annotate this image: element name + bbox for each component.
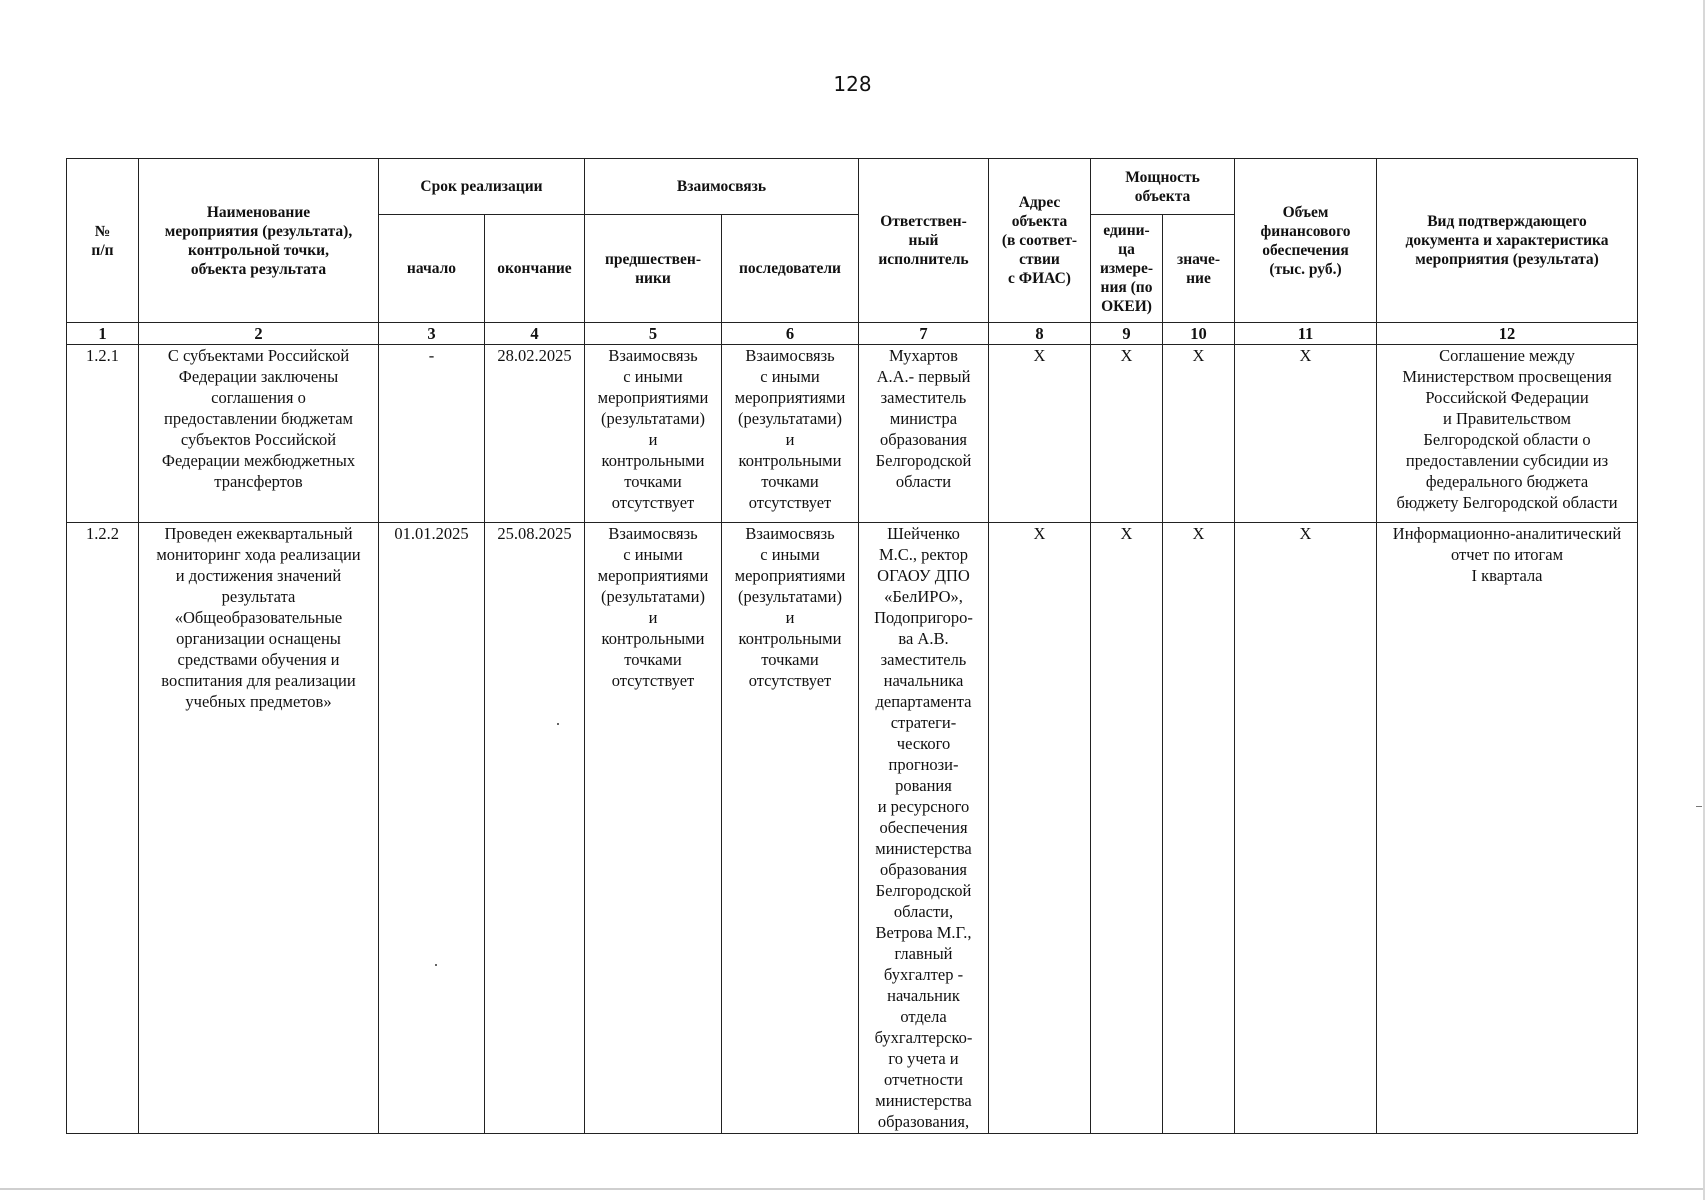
text-line: Информационно-аналитический [1392, 524, 1622, 543]
text-line: соглашения о [211, 388, 306, 407]
row-finance: X [1235, 523, 1377, 1134]
activities-table [66, 158, 1638, 1134]
text-line: Проведен ежеквартальный [164, 524, 353, 543]
text-line: Взаимосвязь [608, 346, 698, 365]
text-line: и ресурсного [877, 797, 970, 816]
column-number: 12 [1377, 323, 1638, 345]
text-line: значе- [1176, 250, 1221, 268]
text-line: результата [221, 587, 296, 606]
scan-mark [1696, 806, 1702, 807]
row-address: X [989, 345, 1091, 523]
text-line: С субъектами Российской [167, 346, 350, 365]
text-line: предшествен- [604, 250, 702, 268]
text-line: обеспечения [1262, 241, 1349, 259]
row-unit: X [1091, 523, 1163, 1134]
text-line: бухгалтерско- [874, 1028, 973, 1047]
text-line: и [785, 608, 795, 627]
text-line: финансового [1260, 222, 1351, 240]
text-line: ствии [1019, 251, 1060, 268]
column-numbers-row [67, 323, 1638, 345]
text-line: Белгородской [875, 451, 972, 470]
row-successors [722, 523, 859, 1134]
text-line: Соглашение между [1439, 346, 1575, 365]
text-line: Белгородской области о [1423, 430, 1591, 449]
text-line: М.С., ректор [878, 545, 969, 564]
text-line: ОКЕИ) [1101, 298, 1152, 315]
text-line: субъектов Российской [180, 430, 337, 449]
text-line: ный [908, 232, 939, 249]
text-line: министерства [875, 1091, 972, 1110]
column-number: 5 [585, 323, 722, 345]
text-line: объекта результата [190, 260, 327, 278]
text-line: министра [889, 409, 958, 428]
text-line: и Правительством [1443, 409, 1571, 428]
text-line: мероприятиями [597, 566, 709, 585]
text-line: Объем [1282, 203, 1329, 221]
text-line: с иными [760, 367, 820, 386]
text-line: го учета и [888, 1049, 959, 1068]
text-line: (результатами) [601, 409, 705, 428]
text-line: федерального бюджета [1425, 472, 1589, 491]
text-line: А.А.- первый [876, 367, 971, 386]
text-line: контрольными [738, 451, 842, 470]
text-line: главный [894, 944, 953, 963]
text-line: министерства [875, 839, 972, 858]
text-line: учебных предметов» [185, 692, 332, 711]
text-line: предоставлении бюджетам [163, 409, 353, 428]
header-finance [1235, 159, 1377, 323]
row-successors [722, 345, 859, 523]
text-line: Взаимосвязь [608, 524, 698, 543]
text-line: ческого [896, 734, 951, 753]
text-line: средствами обучения и [177, 650, 340, 669]
text-line: Взаимосвязь [745, 346, 835, 365]
text-line: отсутствует [611, 493, 695, 512]
header-name [139, 159, 379, 323]
row-end: 28.02.2025 [485, 345, 585, 523]
header-address [989, 159, 1091, 323]
text-line: «Общеобразовательные [174, 608, 343, 627]
row-num: 1.2.1 [67, 345, 139, 523]
header-value [1163, 215, 1235, 323]
text-line: (результатами) [601, 587, 705, 606]
text-line: бюджету Белгородской области [1396, 493, 1618, 512]
text-line: Ветрова М.Г., [875, 923, 972, 942]
row-start: - [379, 345, 485, 523]
header-end: окончание [485, 215, 585, 323]
column-number: 8 [989, 323, 1091, 345]
text-line: и [785, 430, 795, 449]
text-line: воспитания для реализации [161, 671, 356, 690]
text-line: прогнози- [888, 755, 959, 774]
row-predecessors [585, 523, 722, 1134]
text-line: Вид подтверждающего [1427, 213, 1587, 230]
text-line: «БелИРО», [884, 587, 963, 606]
text-line: начальника [883, 671, 964, 690]
text-line: отчетности [884, 1070, 963, 1089]
text-line: рования [895, 776, 952, 795]
text-line: точками [761, 650, 819, 669]
page-number: 128 [833, 72, 872, 96]
text-line: отсутствует [748, 671, 832, 690]
text-line: с ФИАС) [1008, 270, 1071, 287]
text-line: Ответствен- [880, 213, 967, 230]
text-line: и достижения значений [175, 566, 342, 585]
text-line: Федерации межбюджетных [161, 451, 356, 470]
row-responsible [859, 523, 989, 1134]
header-row-1 [67, 159, 1638, 215]
text-line: и [648, 608, 658, 627]
text-line: (результатами) [738, 587, 842, 606]
table-row [67, 523, 1638, 1134]
header-term: Срок реализации [379, 159, 585, 215]
header-successors: последователи [722, 215, 859, 323]
text-line: Шейченко [887, 524, 960, 543]
text-line: и [648, 430, 658, 449]
row-document [1377, 345, 1638, 523]
column-number: 9 [1091, 323, 1163, 345]
text-line: Министерством просвещения [1402, 367, 1612, 386]
text-line: мониторинг хода реализации [156, 545, 361, 564]
header-num [67, 159, 139, 323]
text-line: контрольными [738, 629, 842, 648]
text-line: точками [761, 472, 819, 491]
row-start: 01.01.2025 [379, 523, 485, 1134]
text-line: Подопригоро- [874, 608, 973, 627]
text-line: с иными [760, 545, 820, 564]
row-finance: X [1235, 345, 1377, 523]
text-line: ние [1186, 269, 1211, 287]
text-line: области [895, 472, 952, 491]
row-name [139, 345, 379, 523]
text-line: едини- [1103, 222, 1150, 239]
text-line: организации оснащены [176, 629, 341, 648]
text-line: предоставлении субсидии из [1405, 451, 1609, 470]
header-relation: Взаимосвязь [585, 159, 859, 215]
text-line: Взаимосвязь [745, 524, 835, 543]
text-line: начальник [887, 986, 960, 1005]
row-document [1377, 523, 1638, 1134]
column-number: 11 [1235, 323, 1377, 345]
column-number: 4 [485, 323, 585, 345]
text-line: с иными [623, 367, 683, 386]
text-line: Наименование [206, 203, 311, 221]
text-line: объекта [1011, 213, 1068, 230]
text-line: мероприятия (результата) [1415, 251, 1599, 268]
text-line: мероприятиями [597, 388, 709, 407]
header-unit [1091, 215, 1163, 323]
text-line: (тыс. руб.) [1269, 260, 1342, 278]
text-line: (результатами) [738, 409, 842, 428]
text-line: (в соответ- [1001, 232, 1078, 249]
column-number: 2 [139, 323, 379, 345]
text-line: Белгородской [875, 881, 972, 900]
row-num: 1.2.2 [67, 523, 139, 1134]
text-line: ва А.В. [898, 629, 949, 648]
column-number: 6 [722, 323, 859, 345]
text-line: отдела [900, 1007, 947, 1026]
text-line: с иными [623, 545, 683, 564]
header-predecessors [585, 215, 722, 323]
text-line: ца [1118, 241, 1135, 258]
row-responsible [859, 345, 989, 523]
column-number: 1 [67, 323, 139, 345]
text-line: отсутствует [748, 493, 832, 512]
text-line: ОГАОУ ДПО [877, 566, 970, 585]
text-line: заместитель [880, 650, 967, 669]
row-value: X [1163, 345, 1235, 523]
text-line: измере- [1099, 260, 1154, 277]
text-line: образования, [877, 1112, 970, 1131]
text-line: Мухартов [889, 346, 958, 365]
text-line: мероприятия (результата), [164, 222, 353, 240]
text-line: образования [879, 860, 968, 879]
header-start: начало [379, 215, 485, 323]
text-line: стратеги- [890, 713, 957, 732]
row-name [139, 523, 379, 1134]
text-line: области, [893, 902, 954, 921]
column-number: 7 [859, 323, 989, 345]
header-responsible [859, 159, 989, 323]
row-value: X [1163, 523, 1235, 1134]
text-line: точками [624, 650, 682, 669]
text-line: департамента [875, 692, 972, 711]
text-line: бухгалтер - [883, 965, 964, 984]
text-line: Адрес [1018, 194, 1061, 211]
text-line: № [94, 222, 111, 240]
text-line: обеспечения [879, 818, 968, 837]
table-row [67, 345, 1638, 523]
row-address: X [989, 523, 1091, 1134]
text-line: образования [879, 430, 968, 449]
text-line: контрольными [601, 629, 705, 648]
text-line: мероприятиями [734, 566, 846, 585]
column-number: 3 [379, 323, 485, 345]
text-line: точками [624, 472, 682, 491]
text-line: отчет по итогам [1451, 545, 1564, 564]
scan-speck [435, 964, 437, 966]
row-predecessors [585, 345, 722, 523]
text-line: мероприятиями [734, 388, 846, 407]
text-line: трансфертов [214, 472, 303, 491]
column-number: 10 [1163, 323, 1235, 345]
text-line: объекта [1134, 187, 1191, 205]
text-line: ния (по [1100, 279, 1153, 296]
scan-speck [557, 723, 559, 725]
scan-edge [0, 1188, 1705, 1190]
text-line: ники [635, 269, 671, 287]
text-line: п/п [91, 241, 114, 259]
header-capacity [1091, 159, 1235, 215]
text-line: I квартала [1471, 566, 1543, 585]
text-line: отсутствует [611, 671, 695, 690]
text-line: заместитель [880, 388, 967, 407]
text-line: контрольными [601, 451, 705, 470]
row-end: 25.08.2025 [485, 523, 585, 1134]
text-line: Российской Федерации [1425, 388, 1589, 407]
text-line: исполнитель [878, 251, 969, 268]
text-line: Федерации заключены [178, 367, 339, 386]
text-line: контрольной точки, [188, 241, 329, 259]
row-unit: X [1091, 345, 1163, 523]
text-line: Мощность [1125, 168, 1200, 186]
header-document [1377, 159, 1638, 323]
text-line: документа и характеристика [1405, 232, 1609, 249]
